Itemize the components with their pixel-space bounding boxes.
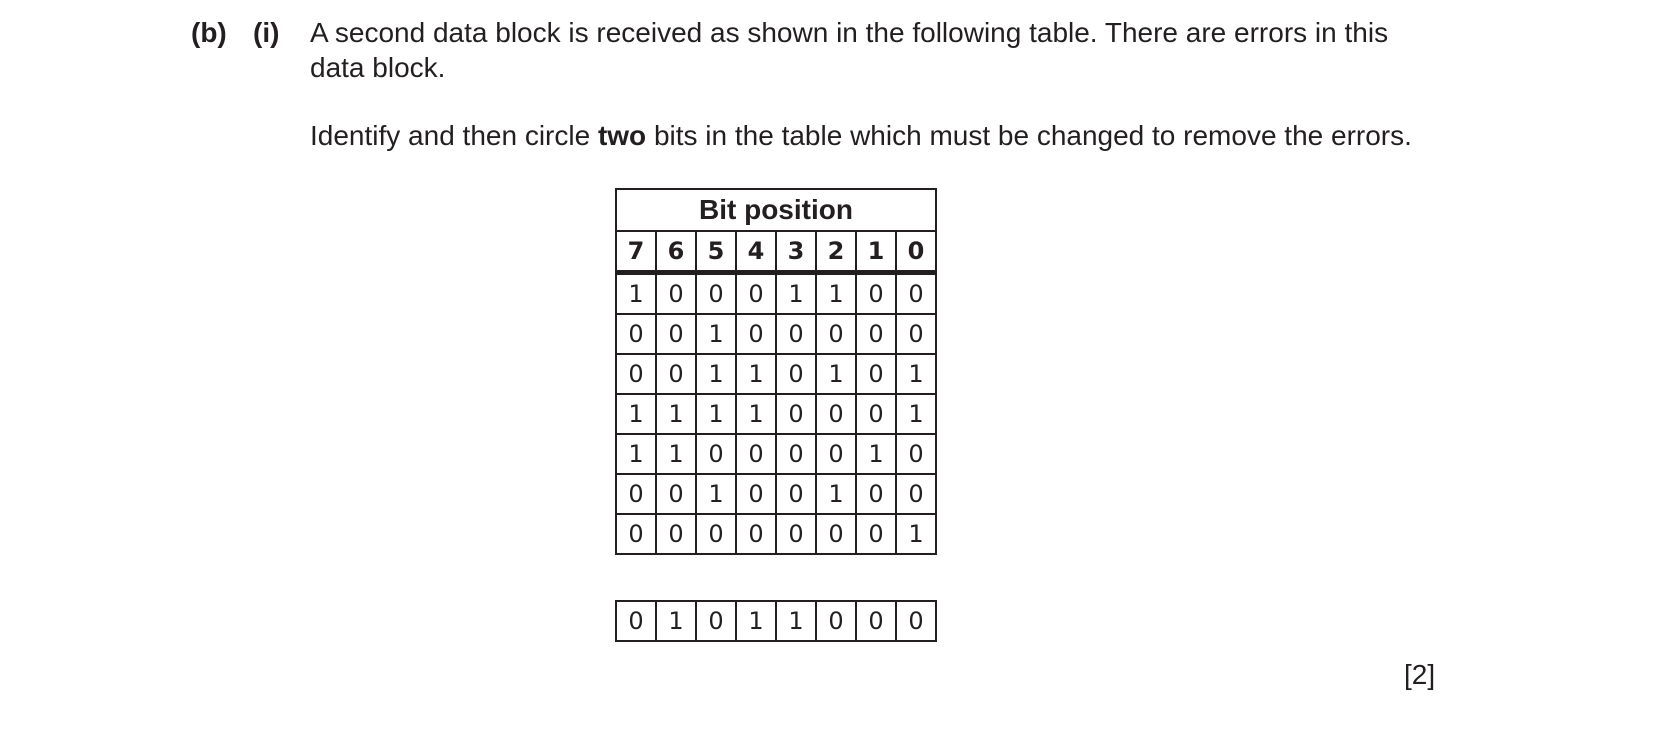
instruction-text-start: Identify and then circle bbox=[310, 120, 598, 151]
bit-cell[interactable]: 0 bbox=[856, 314, 896, 354]
data-block-row bbox=[616, 354, 936, 394]
bit-cell[interactable]: 0 bbox=[896, 474, 936, 514]
bit-cell[interactable]: 0 bbox=[776, 314, 816, 354]
question-intro: A second data block is received as shown in the following table. There are errors in this data block. bbox=[310, 17, 1389, 83]
data-block-row bbox=[616, 474, 936, 514]
parity-bit-cell[interactable]: 1 bbox=[656, 601, 696, 641]
instruction-emphasis: two bbox=[597, 120, 647, 151]
bit-cell[interactable]: 0 bbox=[616, 354, 656, 394]
bit-position-header: 5 bbox=[696, 231, 736, 273]
bit-cell[interactable]: 1 bbox=[696, 474, 736, 514]
bit-cell[interactable]: 1 bbox=[656, 434, 696, 474]
bit-cell[interactable]: 0 bbox=[616, 474, 656, 514]
bit-cell[interactable]: 0 bbox=[776, 434, 816, 474]
bit-cell[interactable]: 0 bbox=[896, 314, 936, 354]
bit-position-header: 4 bbox=[736, 231, 776, 273]
bit-cell[interactable]: 0 bbox=[776, 514, 816, 554]
bit-cell[interactable]: 1 bbox=[896, 394, 936, 434]
bit-cell[interactable]: 0 bbox=[816, 434, 856, 474]
bit-cell[interactable]: 1 bbox=[896, 354, 936, 394]
bit-cell[interactable]: 0 bbox=[896, 434, 936, 474]
parity-bit-cell[interactable]: 0 bbox=[616, 601, 656, 641]
bit-cell[interactable]: 0 bbox=[656, 354, 696, 394]
bit-position-header: 7 bbox=[616, 231, 656, 273]
bit-cell[interactable]: 0 bbox=[696, 434, 736, 474]
bit-cell[interactable]: 0 bbox=[776, 354, 816, 394]
bit-cell[interactable]: 1 bbox=[696, 394, 736, 434]
parity-byte-table bbox=[615, 600, 937, 642]
bit-cell[interactable]: 0 bbox=[776, 474, 816, 514]
bit-cell[interactable]: 0 bbox=[736, 514, 776, 554]
bit-cell[interactable]: 0 bbox=[736, 434, 776, 474]
parity-bit-cell[interactable]: 0 bbox=[816, 601, 856, 641]
data-block-row bbox=[616, 434, 936, 474]
bit-cell[interactable]: 1 bbox=[856, 434, 896, 474]
bit-cell[interactable]: 1 bbox=[816, 273, 856, 315]
bit-cell[interactable]: 0 bbox=[656, 514, 696, 554]
parity-bit-cell[interactable]: 1 bbox=[776, 601, 816, 641]
bit-cell[interactable]: 1 bbox=[816, 474, 856, 514]
bit-cell[interactable]: 1 bbox=[616, 394, 656, 434]
data-block-row bbox=[616, 314, 936, 354]
bit-cell[interactable]: 0 bbox=[696, 273, 736, 315]
bit-position-header: 0 bbox=[896, 231, 936, 273]
bit-cell[interactable]: 1 bbox=[816, 354, 856, 394]
bit-cell[interactable]: 0 bbox=[656, 474, 696, 514]
bit-cell[interactable]: 1 bbox=[616, 273, 656, 315]
bit-position-header: 3 bbox=[776, 231, 816, 273]
question-instruction bbox=[310, 118, 1450, 153]
bit-cell[interactable]: 0 bbox=[696, 514, 736, 554]
data-block-table bbox=[615, 188, 937, 555]
bit-cell[interactable]: 0 bbox=[856, 474, 896, 514]
parity-byte-row bbox=[616, 601, 936, 641]
parity-bit-cell[interactable]: 0 bbox=[896, 601, 936, 641]
data-block-row bbox=[616, 514, 936, 554]
bit-cell[interactable]: 0 bbox=[616, 514, 656, 554]
bit-cell[interactable]: 0 bbox=[856, 394, 896, 434]
bit-cell[interactable]: 0 bbox=[736, 314, 776, 354]
bit-cell[interactable]: 0 bbox=[856, 273, 896, 315]
data-block-row bbox=[616, 394, 936, 434]
bit-cell[interactable]: 0 bbox=[616, 314, 656, 354]
bit-cell[interactable]: 1 bbox=[616, 434, 656, 474]
bit-position-header: 1 bbox=[856, 231, 896, 273]
bit-cell[interactable]: 1 bbox=[736, 394, 776, 434]
bit-cell[interactable]: 0 bbox=[896, 273, 936, 315]
question-subpart-label: (i) bbox=[253, 17, 280, 48]
parity-bit-cell[interactable]: 0 bbox=[696, 601, 736, 641]
bit-cell[interactable]: 0 bbox=[776, 394, 816, 434]
instruction-text-end: bits in the table which must be changed to remove the errors. bbox=[646, 120, 1412, 151]
bit-cell[interactable]: 0 bbox=[736, 273, 776, 315]
bit-position-header: 2 bbox=[816, 231, 856, 273]
parity-bit-cell[interactable]: 1 bbox=[736, 601, 776, 641]
question-part-label: (b) bbox=[191, 17, 227, 48]
data-block-rows bbox=[616, 273, 936, 555]
bit-cell[interactable]: 1 bbox=[736, 354, 776, 394]
parity-bit-cell[interactable]: 0 bbox=[856, 601, 896, 641]
bit-cell[interactable]: 1 bbox=[896, 514, 936, 554]
data-block-row bbox=[616, 273, 936, 315]
bit-cell[interactable]: 0 bbox=[816, 314, 856, 354]
bit-cell[interactable]: 1 bbox=[696, 314, 736, 354]
bit-position-header: 6 bbox=[656, 231, 696, 273]
bit-cell[interactable]: 1 bbox=[776, 273, 816, 315]
bit-cell[interactable]: 0 bbox=[856, 354, 896, 394]
bit-cell[interactable]: 0 bbox=[816, 394, 856, 434]
table-caption: Bit position bbox=[616, 189, 936, 231]
marks-available: [2] bbox=[1404, 659, 1436, 690]
bit-position-header-row bbox=[616, 231, 936, 273]
bit-cell[interactable]: 0 bbox=[656, 314, 696, 354]
bit-cell[interactable]: 0 bbox=[656, 273, 696, 315]
bit-cell[interactable]: 0 bbox=[736, 474, 776, 514]
bit-cell[interactable]: 1 bbox=[696, 354, 736, 394]
bit-cell[interactable]: 1 bbox=[656, 394, 696, 434]
bit-cell[interactable]: 0 bbox=[816, 514, 856, 554]
bit-cell[interactable]: 0 bbox=[856, 514, 896, 554]
